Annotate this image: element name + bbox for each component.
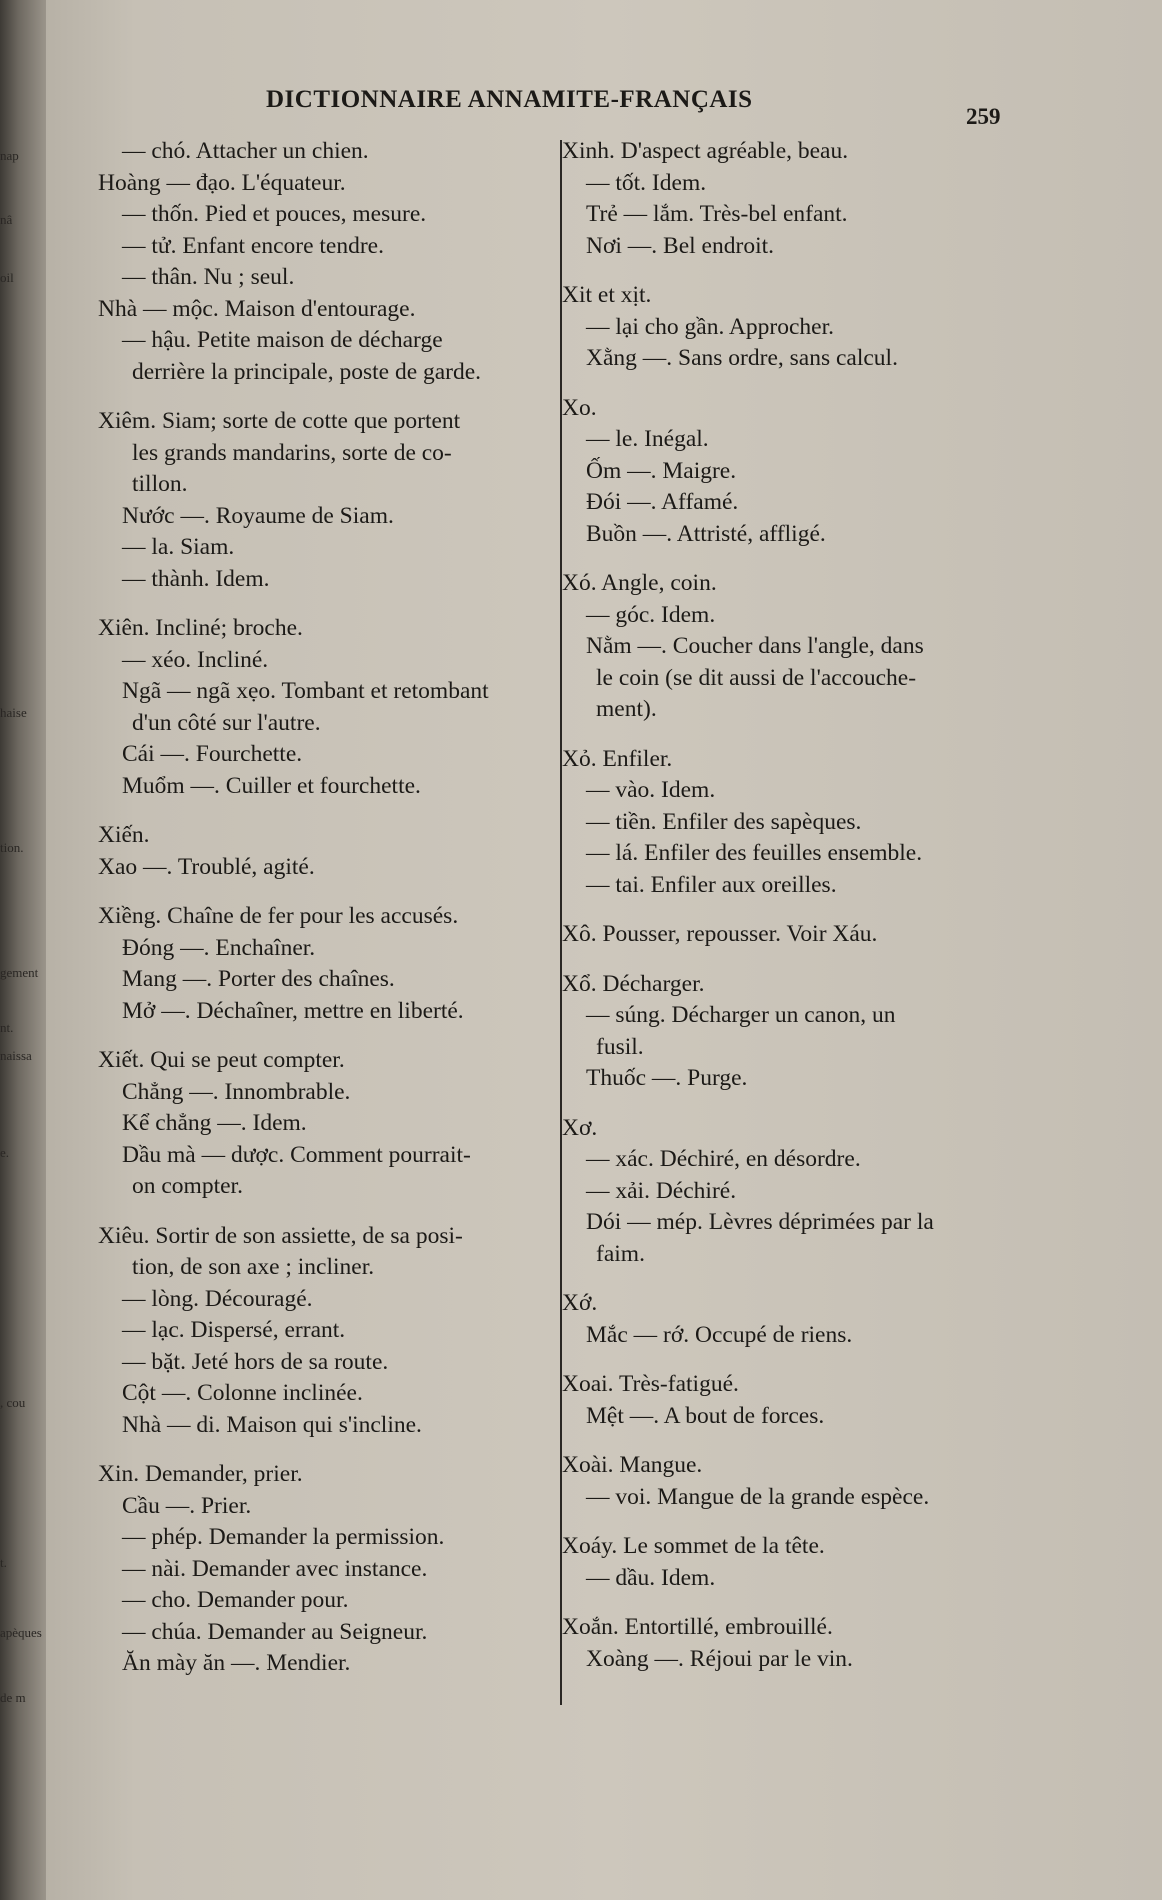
entry-line: — thân. Nu ; seul. — [122, 264, 295, 290]
bleed-fragment: naissa — [0, 1048, 32, 1063]
entry-line: Cái —. Fourchette. — [122, 741, 303, 767]
entry-line: — xải. Déchiré. — [586, 1177, 737, 1204]
entry-line: Xằng —. Sans ordre, sans calcul. — [586, 345, 898, 371]
entry-line: — xác. Déchiré, en désordre. — [586, 1146, 861, 1172]
entry-headword-line: Xiên. Incliné; broche. — [98, 615, 303, 641]
entry-line: Dói — mép. Lèvres déprimées par la — [586, 1209, 934, 1235]
bleed-fragment: nap — [0, 148, 19, 163]
bleed-fragment: apèques — [0, 1625, 42, 1640]
entry-line: Nằm —. Coucher dans l'angle, dans — [586, 633, 924, 659]
entry-line: — phép. Demander la permission. — [122, 1524, 445, 1550]
entry-line: — lạc. Dispersé, errant. — [122, 1317, 346, 1343]
bleed-fragment: , cou — [0, 1395, 26, 1410]
dictionary-entry — [562, 1113, 1032, 1271]
entry-headword-line: Xinh. D'aspect agréable, beau. — [562, 138, 849, 164]
entry-line: — nài. Demander avec instance. — [122, 1555, 428, 1582]
entry-line: — bặt. Jeté hors de sa route. — [122, 1348, 389, 1375]
dictionary-entry — [562, 744, 1032, 902]
entry-line: Nhà — mộc. Maison d'entourage. — [98, 295, 416, 322]
dictionary-entry — [562, 393, 1032, 551]
entry-line: Nhà — di. Maison qui s'incline. — [122, 1411, 422, 1438]
entry-line: Cột —. Colonne inclinée. — [122, 1380, 363, 1406]
entry-line: — la. Siam. — [122, 534, 235, 560]
dictionary-entry — [562, 1531, 1032, 1594]
entry-headword-line: Xoắn. Entortillé, embrouillé. — [562, 1614, 833, 1640]
entry-line: — tử. Enfant encore tendre. — [122, 232, 384, 259]
entry-headword-line: — chó. Attacher un chien. — [122, 138, 369, 164]
dictionary-entry — [562, 1369, 1032, 1432]
dictionary-entry — [98, 901, 546, 1027]
entry-headword-line: Xiềng. Chaîne de fer pour les accusés. — [98, 903, 459, 929]
entry-line: Nơi —. Bel endroit. — [586, 232, 774, 259]
entry-line: Ngã — ngã xẹo. Tombant et retombant — [122, 678, 489, 704]
entry-line: Xoàng —. Réjoui par le vin. — [586, 1645, 853, 1672]
entry-line: — thành. Idem. — [122, 565, 270, 592]
entry-line: ment). — [596, 696, 657, 722]
entry-line: Thuốc —. Purge. — [586, 1065, 748, 1091]
entry-headword-line: Xó. Angle, coin. — [562, 570, 717, 596]
entry-line: — tiền. Enfiler des sapèques. — [586, 808, 862, 835]
entry-line: — hậu. Petite maison de décharge — [122, 327, 443, 353]
entry-line: on compter. — [132, 1173, 243, 1199]
bleed-fragment: tion. — [0, 840, 24, 855]
bleed-fragment: oil — [0, 270, 14, 285]
entry-line: — lại cho gần. Approcher. — [586, 313, 834, 340]
entry-headword-line: Xô. Pousser, repousser. Voir Xáu. — [562, 921, 878, 947]
entry-line: Xao —. Troublé, agité. — [98, 853, 315, 880]
dictionary-entry — [562, 1288, 1032, 1351]
entry-line: fusil. — [596, 1033, 644, 1060]
entry-line: — xéo. Incliné. — [122, 646, 269, 673]
entry-headword-line: Xin. Demander, prier. — [98, 1461, 303, 1487]
entry-line: Mang —. Porter des chaînes. — [122, 966, 395, 992]
entry-headword-line: Xiêu. Sortir de son assiette, de sa posi- — [98, 1222, 463, 1249]
entry-line: Cầu —. Prier. — [122, 1492, 252, 1519]
entry-line: Mệt —. A bout de forces. — [586, 1402, 825, 1429]
entry-line: — tai. Enfiler aux oreilles. — [586, 871, 837, 898]
entry-line: derrière la principale, poste de garde. — [132, 358, 482, 385]
entry-line: — thốn. Pied et pouces, mesure. — [122, 201, 427, 227]
bleed-fragment: e. — [0, 1145, 10, 1160]
entry-line: — tốt. Idem. — [586, 169, 707, 196]
entry-headword-line: Xổ. Décharger. — [562, 970, 705, 997]
entry-line: Dầu mà — dược. Comment pourrait- — [122, 1141, 471, 1168]
entry-headword-line: Xơ. — [562, 1114, 598, 1141]
bleed-fragment: nt. — [0, 1020, 14, 1035]
entry-line: faim. — [596, 1240, 645, 1267]
entry-line: Ăn mày ăn —. Mendier. — [122, 1650, 351, 1676]
entry-headword-line: Xỏ. Enfiler. — [562, 745, 673, 772]
entry-headword-line: Xiến. — [98, 822, 150, 848]
entry-line: Nước —. Royaume de Siam. — [122, 502, 394, 529]
dictionary-entry — [98, 1221, 546, 1442]
entry-headword-line: Xoai. Très-fatigué. — [562, 1371, 739, 1397]
dictionary-entry — [98, 613, 546, 802]
entry-headword-line: Xiêm. Siam; sorte de cotte que portent — [98, 408, 461, 434]
entry-line: — lá. Enfiler des feuilles ensemble. — [586, 840, 923, 866]
bleed-fragment: haise — [0, 705, 27, 720]
entry-headword-line: Xoáy. Le sommet de la tête. — [562, 1533, 825, 1559]
dictionary-entry — [562, 136, 1032, 262]
entry-line: Đói —. Affamé. — [586, 489, 739, 515]
entry-headword-line: Xớ. — [562, 1290, 598, 1316]
dictionary-entry — [562, 919, 1032, 951]
entry-line: Hoàng — đạo. L'équateur. — [98, 169, 346, 196]
dictionary-entry — [98, 820, 546, 883]
entry-line: Trẻ — lắm. Très-bel enfant. — [586, 201, 848, 227]
entry-line: Chẳng —. Innombrable. — [122, 1078, 351, 1105]
dictionary-entry — [562, 1450, 1032, 1513]
dictionary-entry — [98, 1459, 546, 1680]
entry-line: — le. Inégal. — [586, 426, 709, 452]
dictionary-entry — [98, 406, 546, 595]
page-number: 259 — [966, 104, 1001, 129]
entry-headword-line: Xit et xịt. — [562, 282, 652, 308]
dictionary-entry — [562, 568, 1032, 726]
entry-line: le coin (se dit aussi de l'accouche- — [596, 664, 917, 691]
left-column — [98, 136, 546, 1698]
entry-line: Ốm —. Maigre. — [586, 457, 737, 484]
entry-line: les grands mandarins, sorte de co- — [132, 439, 452, 466]
entry-line: — vào. Idem. — [586, 777, 716, 803]
entry-line: — súng. Décharger un canon, un — [586, 1002, 896, 1028]
bleed-fragment: gement — [0, 965, 39, 980]
bleed-fragment: nâ — [0, 212, 13, 227]
entry-line: Mở —. Déchaîner, mettre en liberté. — [122, 997, 464, 1024]
entry-line: Đóng —. Enchaîner. — [122, 934, 316, 961]
entry-line: — chúa. Demander au Seigneur. — [122, 1618, 428, 1645]
entry-line: tillon. — [132, 471, 188, 497]
entry-line: tion, de son axe ; incliner. — [132, 1254, 375, 1280]
entry-headword-line: Xo. — [562, 394, 597, 421]
bleed-fragment: de m — [0, 1690, 26, 1705]
entry-line: Mắc — rớ. Occupé de riens. — [586, 1321, 853, 1348]
bleed-fragment: t. — [0, 1555, 7, 1570]
right-column — [562, 136, 1032, 1693]
entry-line: Kể chẳng —. Idem. — [122, 1110, 307, 1136]
entry-line: — voi. Mangue de la grande espèce. — [586, 1483, 930, 1510]
entry-line: — dầu. Idem. — [586, 1564, 716, 1591]
entry-line: — cho. Demander pour. — [122, 1587, 349, 1613]
entry-line: — góc. Idem. — [586, 601, 716, 628]
entry-line: Muổm —. Cuiller et fourchette. — [122, 772, 421, 799]
entry-headword-line: Xiết. Qui se peut compter. — [98, 1047, 345, 1073]
entry-line: Buồn —. Attristé, affligé. — [586, 520, 826, 547]
dictionary-entry — [562, 969, 1032, 1095]
page-title: DICTIONNAIRE ANNAMITE-FRANÇAIS — [266, 86, 753, 113]
entry-line: — lòng. Découragé. — [122, 1285, 313, 1312]
dictionary-entry — [562, 280, 1032, 375]
entry-headword-line: Xoài. Mangue. — [562, 1452, 703, 1478]
dictionary-entry — [98, 1045, 546, 1203]
entry-line: d'un côté sur l'autre. — [132, 709, 321, 736]
dictionary-entry — [98, 136, 546, 388]
dictionary-entry — [562, 1612, 1032, 1675]
